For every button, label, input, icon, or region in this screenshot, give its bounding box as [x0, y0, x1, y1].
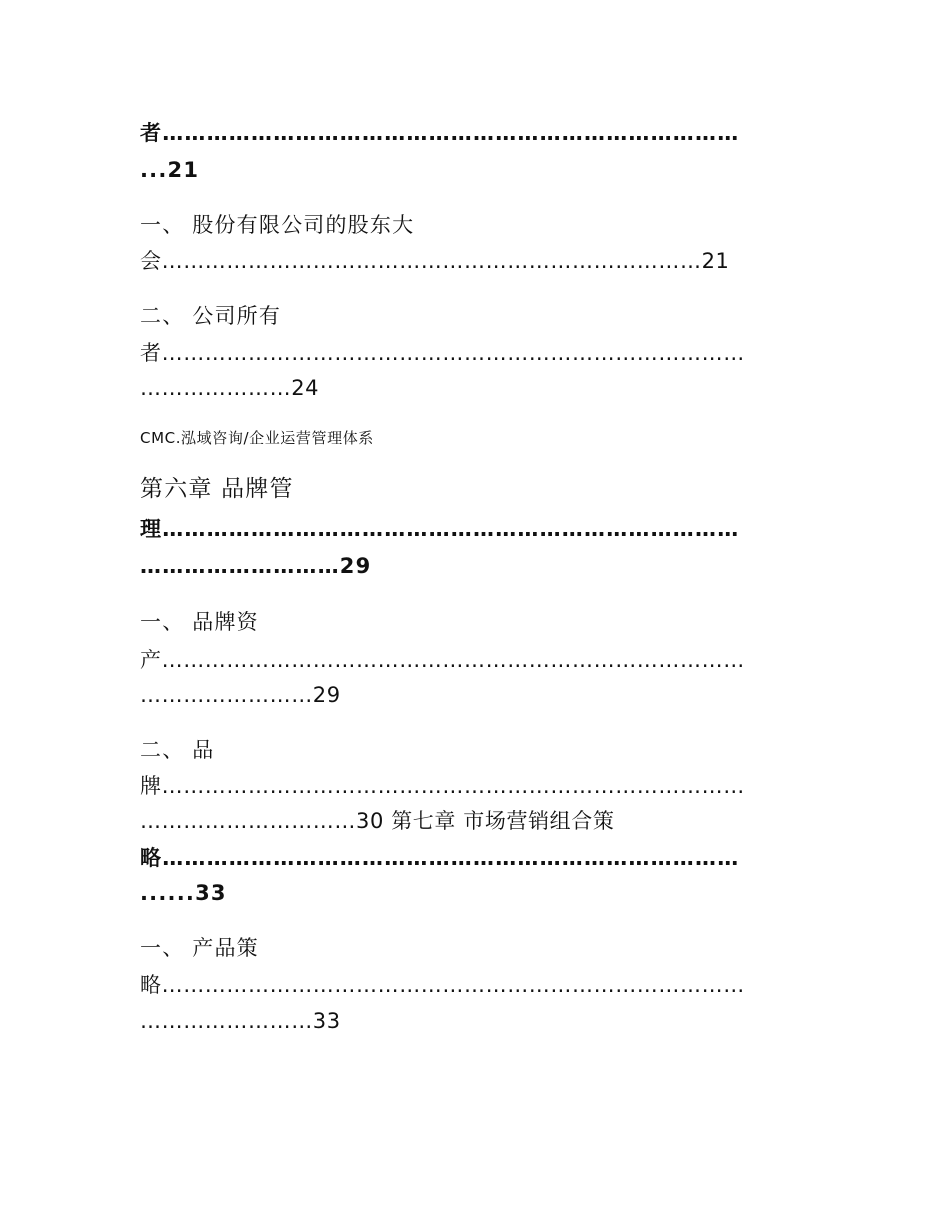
toc-line: 一、 品牌资	[140, 610, 259, 634]
toc-line: 二、 品	[140, 738, 215, 762]
toc-line: 略………………………………………………………………………	[140, 973, 745, 997]
chapter-title: 第六章 品牌管	[140, 476, 294, 502]
toc-line: ………………………29	[140, 554, 372, 578]
toc-line: …………………24	[140, 376, 320, 400]
toc-line: 产………………………………………………………………………	[140, 648, 745, 672]
toc-line: ……………………29	[140, 683, 341, 707]
toc-line: 牌………………………………………………………………………	[140, 774, 745, 798]
toc-line: 一、 股份有限公司的股东大	[140, 213, 415, 237]
toc-line: 者……………………………………………………………………	[140, 121, 740, 145]
toc-line: ……………………33	[140, 1009, 341, 1033]
toc-line: 者………………………………………………………………………	[140, 341, 745, 365]
toc-line: 会…………………………………………………………………21	[140, 249, 730, 273]
toc-line: ......33	[140, 881, 227, 905]
toc-line: 一、 产品策	[140, 936, 259, 960]
toc-line: 二、 公司所有	[140, 304, 282, 328]
document-header: CMC.泓域咨询/企业运营管理体系	[140, 429, 374, 447]
toc-line: 理……………………………………………………………………	[140, 517, 740, 541]
toc-line: ...21	[140, 158, 200, 182]
toc-line: …………………………30 第七章 市场营销组合策	[140, 809, 615, 833]
toc-line: 略……………………………………………………………………	[140, 846, 740, 870]
